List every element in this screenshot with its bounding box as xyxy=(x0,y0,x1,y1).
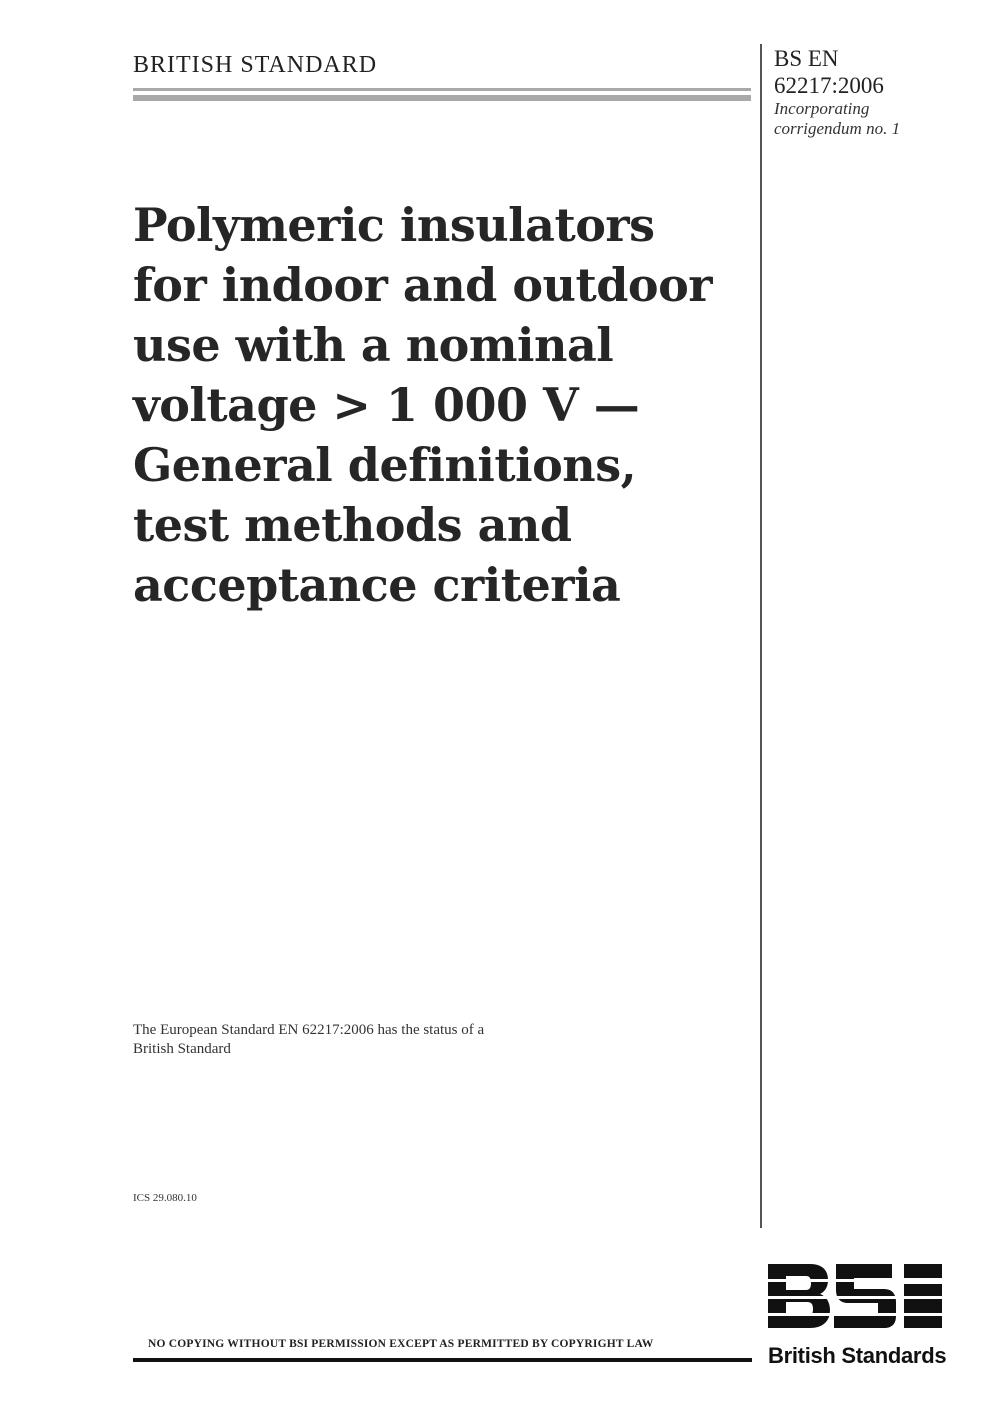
corrigendum-note-line2: corrigendum no. 1 xyxy=(774,119,901,138)
sidebar-divider xyxy=(760,44,762,1228)
status-statement xyxy=(133,1021,484,1059)
footer-rule xyxy=(133,1358,752,1362)
title-line: Polymeric insulators xyxy=(133,198,655,252)
title-line: use with a nominal xyxy=(133,318,614,372)
status-line1: The European Standard EN 62217:2006 has the status of a xyxy=(133,1022,485,1038)
standard-number-line2: 62217:2006 xyxy=(774,73,884,98)
header-rule-thin xyxy=(133,88,751,91)
title-line: General definitions, xyxy=(133,438,637,492)
document-title xyxy=(133,195,753,615)
standard-number xyxy=(774,45,884,99)
standard-number-line1: BS EN xyxy=(774,46,839,71)
header-rule-thick xyxy=(133,95,751,101)
bsi-logo-mark xyxy=(766,1262,946,1340)
corrigendum-note xyxy=(774,99,900,139)
bsi-logo xyxy=(766,1262,946,1340)
title-line: test methods and xyxy=(133,498,572,552)
corrigendum-note-line1: Incorporating xyxy=(774,99,870,118)
copyright-notice: NO COPYING WITHOUT BSI PERMISSION EXCEPT AS PERMITTED BY COPYRIGHT LAW xyxy=(148,1338,654,1350)
title-line: for indoor and outdoor xyxy=(133,258,712,312)
title-line: voltage > 1 000 V — xyxy=(133,378,640,432)
bsi-logo-wordmark: British Standards xyxy=(768,1343,947,1368)
status-line2: British Standard xyxy=(133,1041,231,1057)
document-type-label: BRITISH STANDARD xyxy=(133,52,378,78)
title-line: acceptance criteria xyxy=(133,558,621,612)
ics-code: ICS 29.080.10 xyxy=(133,1192,197,1204)
